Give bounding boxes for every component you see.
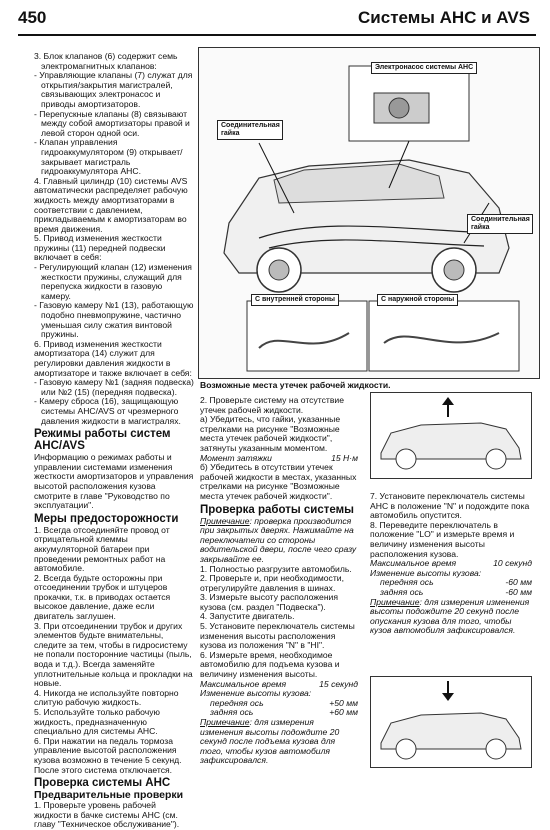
paragraph: 3. При отсоединении трубок и других элементов будьте внимательны, следите за тем, чтобы в гидросистему не попали посторонние частицы (пыль, вода и т.д.). Всегда заменяйте уплотнительные кольца и прокладки на новые. — [34, 620, 193, 689]
rear-value: +60 мм — [329, 707, 358, 718]
paragraph: 4. Главный цилиндр (10) системы AVS автоматически распределяет рабочую жидкость между амортизаторами в соответствии с давлением, прикладываемым к амортизаторам во время движения. — [34, 175, 188, 234]
heading-check: Проверка системы АНС — [34, 777, 171, 790]
paragraph: 2. Проверьте и, при необходимости, отрегулируйте давления в шинах. — [200, 573, 344, 593]
paragraph: 8. Переведите переключатель в положение "LO" и измерьте время и величину изменения высоты расположения кузова. — [370, 519, 515, 559]
maxtime-label: Максимальное время — [370, 558, 457, 569]
rear-label: задняя ось — [210, 707, 254, 718]
label-nut-left: Соединительная гайка — [217, 120, 283, 140]
page-title: Системы АНС и AVS — [358, 8, 530, 27]
paragraph: 7. Установите переключатель системы АНС в положение "N" и подождите пока автомобиль опустится. — [370, 491, 530, 521]
paragraph: - Регулирующий клапан (12) изменения жесткости пружины, служащий для перепуска жидкости в газовую камеру. — [34, 262, 192, 301]
note-label: Примечание — [200, 717, 250, 727]
note — [200, 517, 358, 565]
page-header — [0, 0, 550, 40]
label-outside: С наружной стороны — [377, 294, 458, 306]
front-label: передняя ось — [210, 697, 264, 708]
note-text: : для измерения изменения высоты подождите 20 секунд после подъема кузова для того, чтобы кузов автомобиля зафиксировался. — [200, 717, 340, 766]
heading-operation-check: Проверка работы системы — [200, 503, 354, 516]
paragraph: 3. Блок клапанов (6) содержит семь электромагнитных клапанов: — [34, 51, 178, 71]
paragraph: - Клапан управления гидроаккумулятором (9) открывает/закрывает магистраль гидроаккумулятора АНС. — [34, 137, 183, 177]
maxtime-value: 15 секунд — [319, 678, 358, 689]
paragraph: 4. Запустите двигатель. — [200, 611, 295, 622]
column-left — [34, 52, 194, 830]
paragraph: 2. Проверьте систему на отсутствие утечек рабочей жидкости. — [200, 395, 344, 415]
paragraph: б) Убедитесь в отсутствии утечек рабочей жидкости в местах, указанных стрелками на рисунке "Возможные места утечек рабочей жидкости". — [200, 462, 357, 501]
raised-vehicle-drawing — [371, 393, 531, 478]
paragraph: 1. Полностью разгрузите автомобиль. — [200, 563, 352, 574]
leak-locations-figure — [198, 47, 540, 379]
paragraph: - Газовую камеру №1 (задняя подвеска) или №2 (15) (передняя подвеска). — [34, 377, 194, 397]
front-value: -60 мм — [505, 577, 532, 588]
paragraph: 5. Используйте только рабочую жидкость, предназначенную специально для системы АНС. — [34, 707, 160, 737]
paragraph: а) Убедитесь, что гайки, указанные стрелками на рисунке "Возможные места утечек рабочей жидкости", затянуты указанным моментом. — [200, 414, 341, 453]
front-value: +50 мм — [329, 697, 358, 708]
paragraph: 1. Всегда отсоединяйте провод от отрицательной клеммы аккумуляторной батареи при проведении ремонтных работ на автомобиле. — [34, 524, 170, 574]
maxtime-label: Максимальное время — [200, 678, 287, 689]
front-label: передняя ось — [380, 577, 434, 588]
rear-value: -60 мм — [505, 586, 532, 597]
change-label: Изменение высоты кузова: — [370, 567, 482, 578]
paragraph: Информацию о режимах работы и управлении системами изменения жесткости амортизаторов и управления высотой расположения кузова смотрите в главе "Руководство по эксплуатации". — [34, 452, 194, 511]
heading-prelim: Предварительные проверки — [34, 789, 184, 802]
note — [370, 598, 532, 636]
paragraph: 6. При нажатии на педаль тормоза управление высотой расположения кузова возможно в течение 5 секунд. После этого система отключается. — [34, 735, 182, 775]
page-number: 450 — [18, 8, 47, 27]
note-label: Примечание — [200, 515, 250, 526]
vehicle-diagram — [199, 48, 539, 378]
paragraph: 3. Измерьте высоту расположения кузова (см. раздел "Подвеска"). — [200, 592, 339, 612]
torque-label: Момент затяжки — [200, 452, 272, 463]
lowered-vehicle-drawing — [371, 677, 531, 767]
column-middle — [200, 396, 358, 766]
note-text: : для измерения изменения высоты подождите 20 секунд после опускания кузова для того, чтобы кузов автомобиля зафиксировался. — [370, 596, 530, 636]
paragraph: - Перепускные клапаны (8) связывают между собой амортизаторы правой и левой сторон одной оси. — [34, 108, 190, 138]
note-label: Примечание — [370, 596, 420, 607]
note — [200, 718, 358, 766]
paragraph: - Камеру сброса (16), защищающую системы АНС/AVS от чрезмерного давления жидкости в магистралях. — [34, 396, 181, 426]
heading-safety: Меры предосторожности — [34, 512, 179, 525]
paragraph: 5. Привод изменения жесткости пружины (11) передней подвески включает в себя: — [34, 233, 166, 263]
paragraph: - Газовую камеру №1 (13), работающую подобно пневмопружине, частично уменьшая силу сжатия винтовой пружины. — [34, 300, 194, 340]
label-pump: Электронасос системы АНС — [371, 62, 477, 74]
label-inside: С внутренней стороны — [251, 294, 339, 306]
paragraph: - Управляющие клапаны (7) служат для открытия/закрытия магистралей, связывающих электронасос и приводы амортизаторов. — [34, 70, 193, 109]
maxtime-value: 10 секунд — [493, 558, 532, 569]
label-nut-right: Соединительная гайка — [467, 214, 533, 234]
torque-value: 15 Н·м — [331, 452, 358, 463]
paragraph: 4. Никогда не используйте повторно слитую рабочую жидкость. — [34, 687, 179, 708]
header-rule — [18, 34, 536, 36]
rear-label: задняя ось — [380, 586, 424, 597]
heading-modes: Режимы работы систем АНС/AVS — [34, 428, 171, 453]
figure-caption: Возможные места утечек рабочей жидкости. — [200, 380, 391, 390]
note-text: : проверка производится при закрытых дверях. Нажимайте на переключатели со стороны водительской двери, после чего сразу закрывайте ее. — [200, 515, 357, 564]
vehicle-raised-illustration — [370, 392, 532, 479]
vehicle-lowered-illustration — [370, 676, 532, 768]
paragraph: 1. Проверьте уровень рабочей жидкости в бачке системы АНС (см. главу "Техническое обслуживание"). — [34, 800, 180, 830]
column-right — [370, 492, 532, 636]
paragraph: 6. Измерьте время, необходимое автомобилю для подъема кузова и величину изменения высоты. — [200, 649, 340, 680]
paragraph: 5. Установите переключатель системы изменения высоты расположения кузова из положения "N" в "HI". — [200, 621, 355, 651]
change-label: Изменение высоты кузова: — [200, 688, 312, 699]
paragraph: 6. Привод изменения жесткости амортизатора (14) служит для регулировки давления жидкости в амортизаторе и также включает в себя: — [34, 338, 192, 378]
paragraph: 2. Всегда будьте осторожны при отсоединении трубок и штуцеров прокачки, т.к. в приводах остается высокое давление, даже если двигатель заглушен. — [34, 572, 171, 622]
